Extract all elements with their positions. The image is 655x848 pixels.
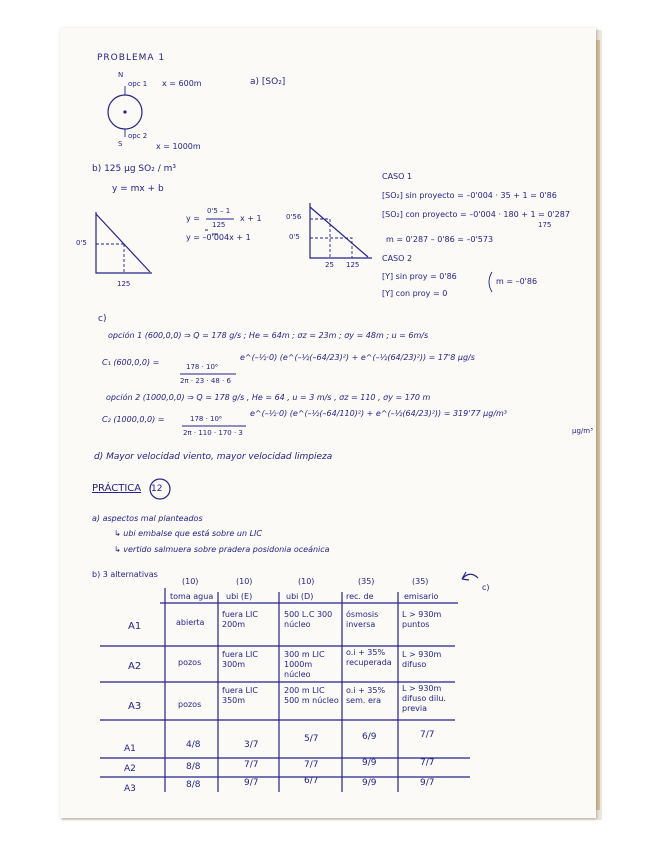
c2-denominator: 2π · 110 · 170 · 3 — [183, 429, 243, 437]
option2-distance: x = 1000m — [156, 142, 201, 151]
row-a2-rec: o.i + 35% recuperada — [346, 648, 392, 667]
row-a2-id: A2 — [128, 661, 142, 672]
row-a1-ubi-e: fuera LIC 200m — [222, 610, 258, 629]
caso1-line2: [SO₂] con proyecto = –0'004 · 180 + 1 = 0'287 — [382, 210, 570, 219]
caso1-line1: [SO₂] sin proyecto = –0'004 · 35 + 1 = 0'86 — [382, 191, 557, 200]
eq-y-prefix: y = — [186, 214, 200, 223]
score-a3-1: 8/8 — [186, 780, 201, 790]
score-a3-3: 6/7 — [304, 776, 319, 786]
score-a1-id: A1 — [124, 744, 136, 754]
c1-denominator: 2π · 23 · 48 · 6 — [180, 377, 231, 385]
row-a2-toma: pozos — [178, 658, 202, 667]
row-a1-emisario: L > 930m puntos — [402, 610, 442, 629]
problem-title: PROBLEMA 1 — [97, 53, 166, 63]
row-a1-toma: abierta — [176, 618, 205, 627]
site-dot — [123, 110, 126, 113]
caso2-line1: [Y] sin proy = 0'86 — [382, 272, 457, 281]
header-rec: rec. de — [346, 592, 374, 601]
score-a2-3: 7/7 — [304, 760, 319, 770]
weight-3: (10) — [298, 577, 315, 586]
row-a3-ubi-d: 200 m LIC 500 m núcleo — [284, 686, 339, 705]
weight-2: (10) — [236, 577, 253, 586]
graph2-x-tick-1: 25 — [325, 261, 334, 269]
caso2-line2: [Y] con proy = 0 — [382, 289, 448, 298]
graph1-guides — [96, 244, 124, 273]
c2-left: C₂ (1000,0,0) = — [102, 415, 165, 424]
score-a2-id: A2 — [124, 764, 136, 774]
caso2-slope: m = –0'86 — [496, 277, 538, 286]
score-a2-5: 7/7 — [420, 758, 435, 768]
row-a3-rec: o.i + 35% sem. era — [346, 686, 386, 705]
graph2-axes — [310, 203, 372, 258]
row-a1-rec: ósmosis inversa — [346, 610, 379, 629]
practice-a-heading: a) aspectos mal planteados — [92, 514, 203, 523]
row-a1-ubi-d: 500 L.C 300 núcleo — [284, 610, 333, 629]
weight-5: (35) — [412, 577, 429, 586]
graph1-line — [96, 214, 150, 272]
score-a2-4: 9/9 — [362, 758, 377, 768]
header-toma-agua: toma agua — [170, 592, 214, 601]
part-d-line: d) Mayor velocidad viento, mayor velocidad limpieza — [94, 452, 333, 462]
score-a3-id: A3 — [124, 784, 136, 794]
curved-arrow-icon — [462, 572, 478, 580]
row-a3-toma: pozos — [178, 700, 202, 709]
practice-a-bullet-2: ↳ vertido salmuera sobre pradera posidonia oceánica — [114, 545, 330, 554]
score-a2-2: 7/7 — [244, 760, 259, 770]
option1-params: opción 1 (600,0,0) ⇒ Q = 178 g/s ; He = 64m ; σz = 23m ; σy = 48m ; u = 6m/s — [108, 331, 429, 340]
practice-b-heading: b) 3 alternativas — [92, 570, 158, 579]
score-a3-4: 9/9 — [362, 778, 377, 788]
part-b-label: b) 125 µg SO₂ / m³ — [92, 164, 176, 174]
part-a-label: a) [SO₂] — [250, 77, 286, 87]
graph1-x-tick: 125 — [117, 280, 131, 288]
row-a2-emisario: L > 930m difuso — [402, 650, 442, 669]
graph1-axes — [96, 212, 152, 273]
score-a2-1: 8/8 — [186, 762, 201, 772]
graph2-x-tick-2: 125 — [346, 261, 360, 269]
c2-unit: µg/m³ — [572, 427, 593, 435]
row-a3-id: A3 — [128, 701, 142, 712]
row-a1-id: A1 — [128, 621, 142, 632]
score-a3-5: 9/7 — [420, 778, 435, 788]
score-a1-2: 3/7 — [244, 740, 259, 750]
row-a2-ubi-d: 300 m LIC 1000m núcleo — [284, 650, 325, 679]
practice-number: 12 — [151, 484, 163, 494]
option1-label: opc 1 — [128, 80, 148, 88]
c1-exponential: e^(–½·0) (e^(–½(–64/23)²) + e^(–½(64/23)²)) = 17'8 µg/s — [240, 353, 475, 362]
c2-numerator: 178 · 10⁶ — [190, 415, 222, 423]
caso1-line2-sub: 175 — [538, 221, 552, 229]
option1-distance: x = 600m — [162, 79, 202, 88]
row-a3-ubi-e: fuera LIC 350m — [222, 686, 258, 705]
score-a1-3: 5/7 — [304, 734, 319, 744]
practice-a-bullet-1: ↳ ubi embalse que está sobre un LIC — [114, 529, 262, 538]
eq-y-suffix: x + 1 — [240, 214, 262, 223]
score-a1-4: 6/9 — [362, 732, 377, 742]
practice-title: PRÁCTICA — [92, 483, 142, 494]
graph2-y-tick-1: 0'56 — [286, 213, 302, 221]
linear-equation: y = mx + b — [112, 184, 164, 194]
caso1-line3: m = 0'287 – 0'86 = –0'573 — [386, 235, 494, 244]
practice-c-note: c) — [482, 583, 490, 592]
part-c-label: c) — [98, 314, 107, 324]
header-ubi-e: ubi (E) — [226, 592, 253, 601]
compass-north: N — [118, 71, 124, 79]
caso2-brace — [489, 272, 492, 292]
c1-numerator: 178 · 10⁶ — [186, 363, 218, 371]
eq-fraction-denominator: 125 — [212, 221, 226, 229]
option2-params: opción 2 (1000,0,0) ⇒ Q = 178 g/s , He = 64 , u = 3 m/s , σz = 110 , σy = 170 m — [106, 393, 431, 402]
c1-left: C₁ (600,0,0) = — [102, 358, 160, 367]
row-a3-emisario: L > 930m difuso dilu. previa — [402, 684, 446, 713]
graph2-y-tick-2: 0'5 — [289, 233, 300, 241]
graph2-line — [310, 207, 368, 257]
score-a1-5: 7/7 — [420, 730, 435, 740]
caso2-title: CASO 2 — [382, 254, 413, 263]
eq-fraction-numerator: 0'5 – 1 — [207, 207, 231, 215]
graph1-y-tick: 0'5 — [76, 239, 87, 247]
eq-y-solved: y = –0'004x + 1 — [186, 233, 251, 242]
compass-south: S — [118, 140, 123, 148]
weight-4: (35) — [358, 577, 375, 586]
weight-1: (10) — [182, 577, 199, 586]
option2-label: opc 2 — [128, 132, 148, 140]
c2-exponential: e^(–½·0) (e^(–½(–64/110)²) + e^(–½(64/23)²)) = 319'77 µg/m³ — [250, 409, 508, 418]
row-a2-ubi-e: fuera LIC 300m — [222, 650, 258, 669]
score-a1-1: 4/8 — [186, 740, 201, 750]
caso1-title: CASO 1 — [382, 172, 413, 181]
header-ubi-d: ubi (D) — [286, 592, 314, 601]
header-emisario: emisario — [404, 592, 439, 601]
score-a3-2: 9/7 — [244, 778, 259, 788]
